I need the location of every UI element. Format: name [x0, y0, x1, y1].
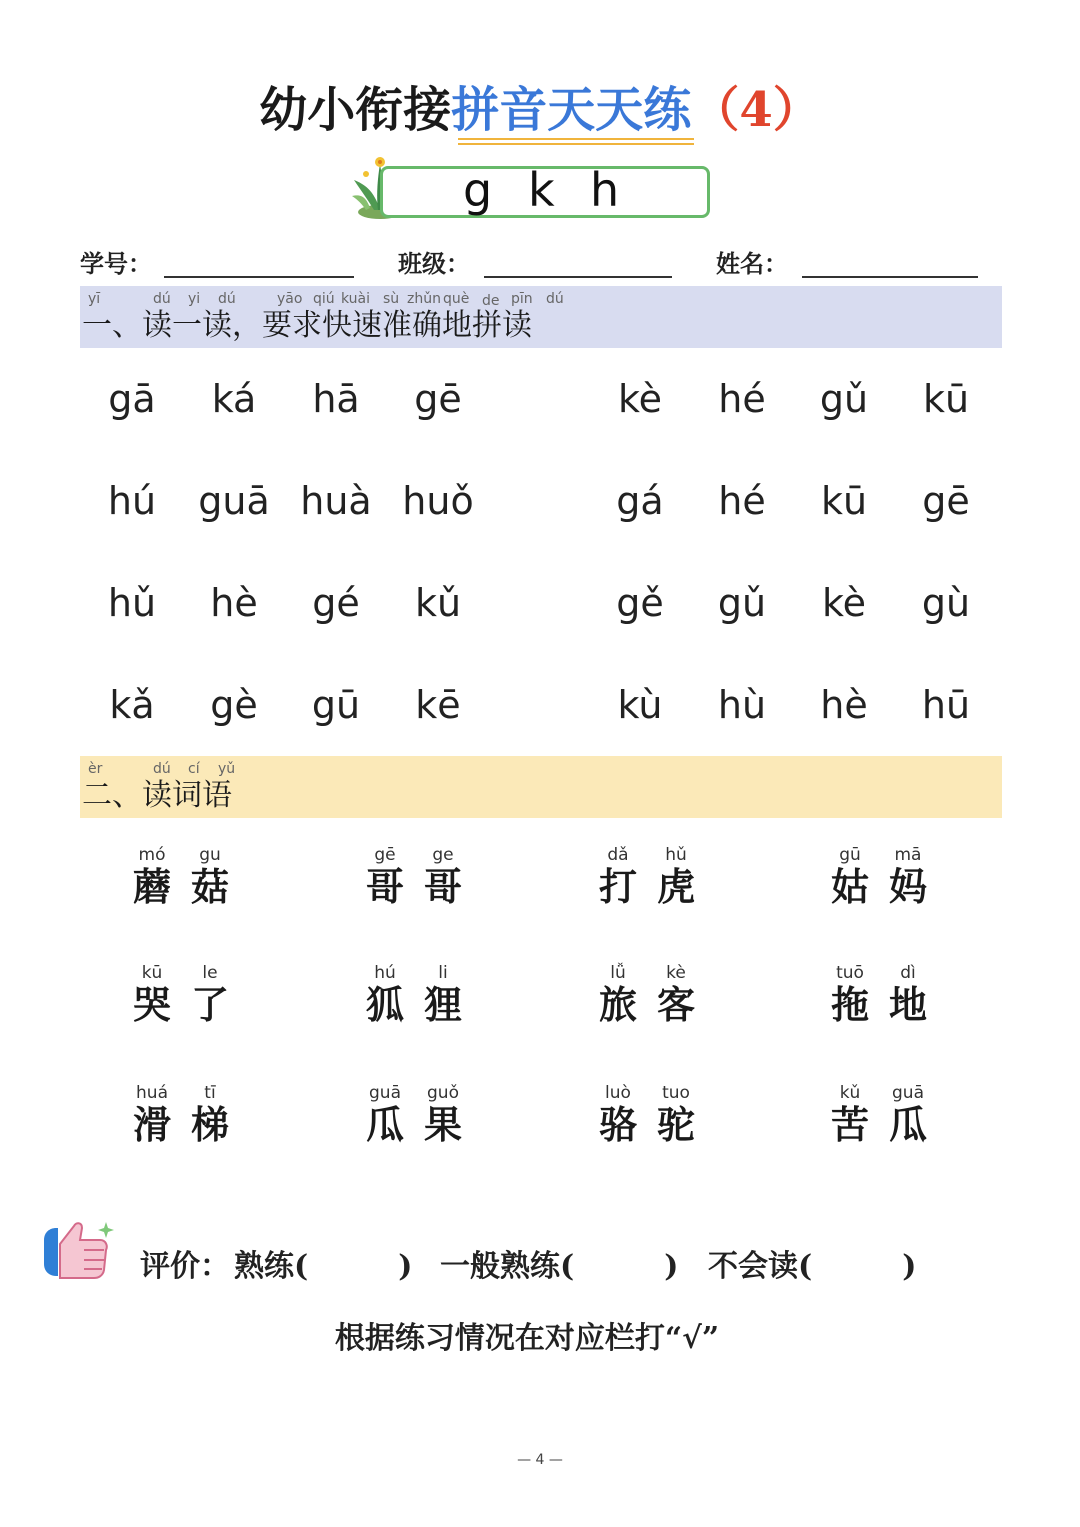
word-character: 滑	[132, 1102, 171, 1147]
sec1-pinyin: què	[443, 291, 470, 307]
syllable: hé	[718, 479, 766, 523]
word-pinyin: lǚ	[610, 963, 626, 983]
word-character: 果	[423, 1102, 462, 1147]
syllable: kù	[617, 683, 663, 727]
page-title	[0, 78, 1080, 142]
word-pinyin: guā	[369, 1083, 401, 1103]
syllable: gǔ	[717, 581, 767, 625]
word-pinyin: kū	[141, 963, 163, 983]
word-character: 拖	[830, 982, 869, 1027]
eval-option-proficient[interactable]: 熟练( )	[234, 1249, 413, 1284]
word-pinyin: dì	[900, 963, 916, 983]
syllable: hǔ	[107, 581, 157, 625]
section2-title: 二、读词语	[82, 778, 232, 813]
syllable: hú	[107, 479, 157, 523]
syllable: gè	[210, 683, 258, 727]
sec1-pinyin: dú	[218, 291, 236, 307]
word-pinyin: li	[438, 963, 448, 983]
word-character: 旅	[598, 982, 637, 1027]
name-label: 姓名：	[716, 249, 788, 278]
syllable: hù	[717, 683, 767, 727]
syllable: gǔ	[819, 377, 869, 421]
sec2-pinyin: yǔ	[218, 761, 236, 777]
word-character: 地	[888, 982, 927, 1027]
sec1-pinyin: yi	[188, 291, 201, 307]
word-character: 虎	[656, 864, 695, 909]
student-id-label: 学号：	[80, 249, 152, 278]
syllable: gā	[108, 377, 156, 421]
word-character: 骆	[598, 1102, 637, 1147]
word-character: 蘑	[132, 864, 171, 909]
word-pinyin: mā	[894, 845, 922, 865]
word-pinyin: guā	[892, 1083, 924, 1103]
syllable: kū	[820, 479, 868, 523]
syllable: hé	[718, 377, 766, 421]
word-pinyin: ge	[432, 845, 454, 865]
syllable: hū	[921, 683, 971, 727]
eval-option-cannot[interactable]: 不会读( )	[708, 1249, 917, 1284]
sec2-pinyin: cí	[188, 761, 200, 777]
title-part3: （4）	[691, 82, 821, 138]
title-part1: 幼小衔接	[259, 82, 452, 138]
word-character: 驼	[656, 1102, 695, 1147]
word-character: 菇	[190, 864, 229, 909]
title-part2: 拼音天天练	[451, 82, 692, 138]
word-character: 梯	[190, 1102, 229, 1147]
word-pinyin: luò	[605, 1083, 631, 1103]
sec1-pinyin: de	[482, 293, 500, 309]
syllable: kē	[415, 683, 461, 727]
sec1-pinyin: kuài	[341, 291, 371, 307]
letter-g: g	[463, 163, 493, 217]
word-character: 瓜	[888, 1102, 927, 1147]
word-pinyin: hú	[374, 963, 396, 983]
syllable: gē	[922, 479, 970, 523]
sec1-pinyin: dú	[546, 291, 564, 307]
word-pinyin: dǎ	[607, 845, 629, 865]
word-character: 瓜	[365, 1102, 404, 1147]
word-character: 狐	[365, 982, 404, 1027]
word-pinyin: tī	[204, 1083, 216, 1103]
syllable: gū	[311, 683, 361, 727]
word-pinyin: gu	[199, 845, 221, 865]
word-character: 客	[656, 982, 695, 1027]
syllable: huà	[300, 479, 372, 523]
syllable: kǎ	[109, 683, 155, 727]
syllable: huǒ	[402, 479, 474, 523]
word-character: 妈	[888, 864, 927, 909]
sec1-pinyin: yī	[88, 291, 101, 307]
word-character: 哥	[365, 864, 404, 909]
word-pinyin: gē	[374, 845, 396, 865]
evaluation-label: 评价：	[140, 1249, 230, 1284]
class-label: 班级：	[398, 249, 470, 278]
syllable: kè	[821, 581, 867, 625]
syllable: hè	[820, 683, 868, 727]
name-field[interactable]	[802, 276, 978, 278]
class-field[interactable]	[484, 276, 672, 278]
syllable: guā	[198, 479, 270, 523]
word-pinyin: tuō	[836, 963, 864, 983]
syllable: ká	[211, 377, 257, 421]
sec1-pinyin: qiú	[313, 291, 335, 307]
word-pinyin: kè	[666, 963, 686, 983]
sec1-pinyin: pīn	[511, 291, 533, 307]
word-character: 打	[598, 864, 637, 909]
eval-option-fair[interactable]: 一般熟练( )	[440, 1249, 679, 1284]
syllable: kǔ	[414, 581, 462, 625]
instruction-text: 根据练习情况在对应栏打“√”	[334, 1321, 720, 1356]
syllable: gě	[616, 581, 664, 625]
sec1-pinyin: sù	[383, 291, 400, 307]
word-character: 哥	[423, 864, 462, 909]
sec1-pinyin: dú	[153, 291, 171, 307]
syllable: kè	[617, 377, 663, 421]
syllable: hā	[312, 377, 360, 421]
word-character: 哭	[132, 982, 171, 1027]
letter-h: h	[590, 163, 620, 217]
sec2-pinyin: èr	[88, 761, 103, 777]
letter-k: k	[528, 163, 555, 217]
sec1-pinyin: zhǔn	[407, 291, 441, 307]
syllable: kū	[922, 377, 970, 421]
word-pinyin: hǔ	[665, 845, 687, 865]
word-pinyin: guǒ	[427, 1083, 459, 1103]
syllable: gá	[616, 479, 664, 523]
word-character: 狸	[423, 982, 462, 1027]
word-character: 苦	[830, 1102, 869, 1147]
word-character: 姑	[830, 864, 869, 909]
word-pinyin: huá	[136, 1083, 168, 1103]
title-underline	[458, 138, 694, 145]
syllable: gē	[414, 377, 462, 421]
word-pinyin: tuo	[662, 1083, 690, 1103]
syllable: gé	[312, 581, 360, 625]
word-pinyin: le	[202, 963, 218, 983]
sec2-pinyin: dú	[153, 761, 171, 777]
section1-title: 一、读一读，要求快速准确地拼读	[82, 308, 532, 343]
word-character: 了	[190, 982, 229, 1027]
sec1-pinyin: yāo	[277, 291, 303, 307]
syllable: gù	[921, 581, 971, 625]
student-id-field[interactable]	[164, 276, 354, 278]
word-pinyin: gū	[839, 845, 861, 865]
word-pinyin: mó	[138, 845, 166, 865]
page-number: — 4 —	[517, 1452, 563, 1468]
word-pinyin: kǔ	[839, 1083, 861, 1103]
thumbs-up-icon	[40, 1218, 116, 1286]
syllable: hè	[210, 581, 258, 625]
